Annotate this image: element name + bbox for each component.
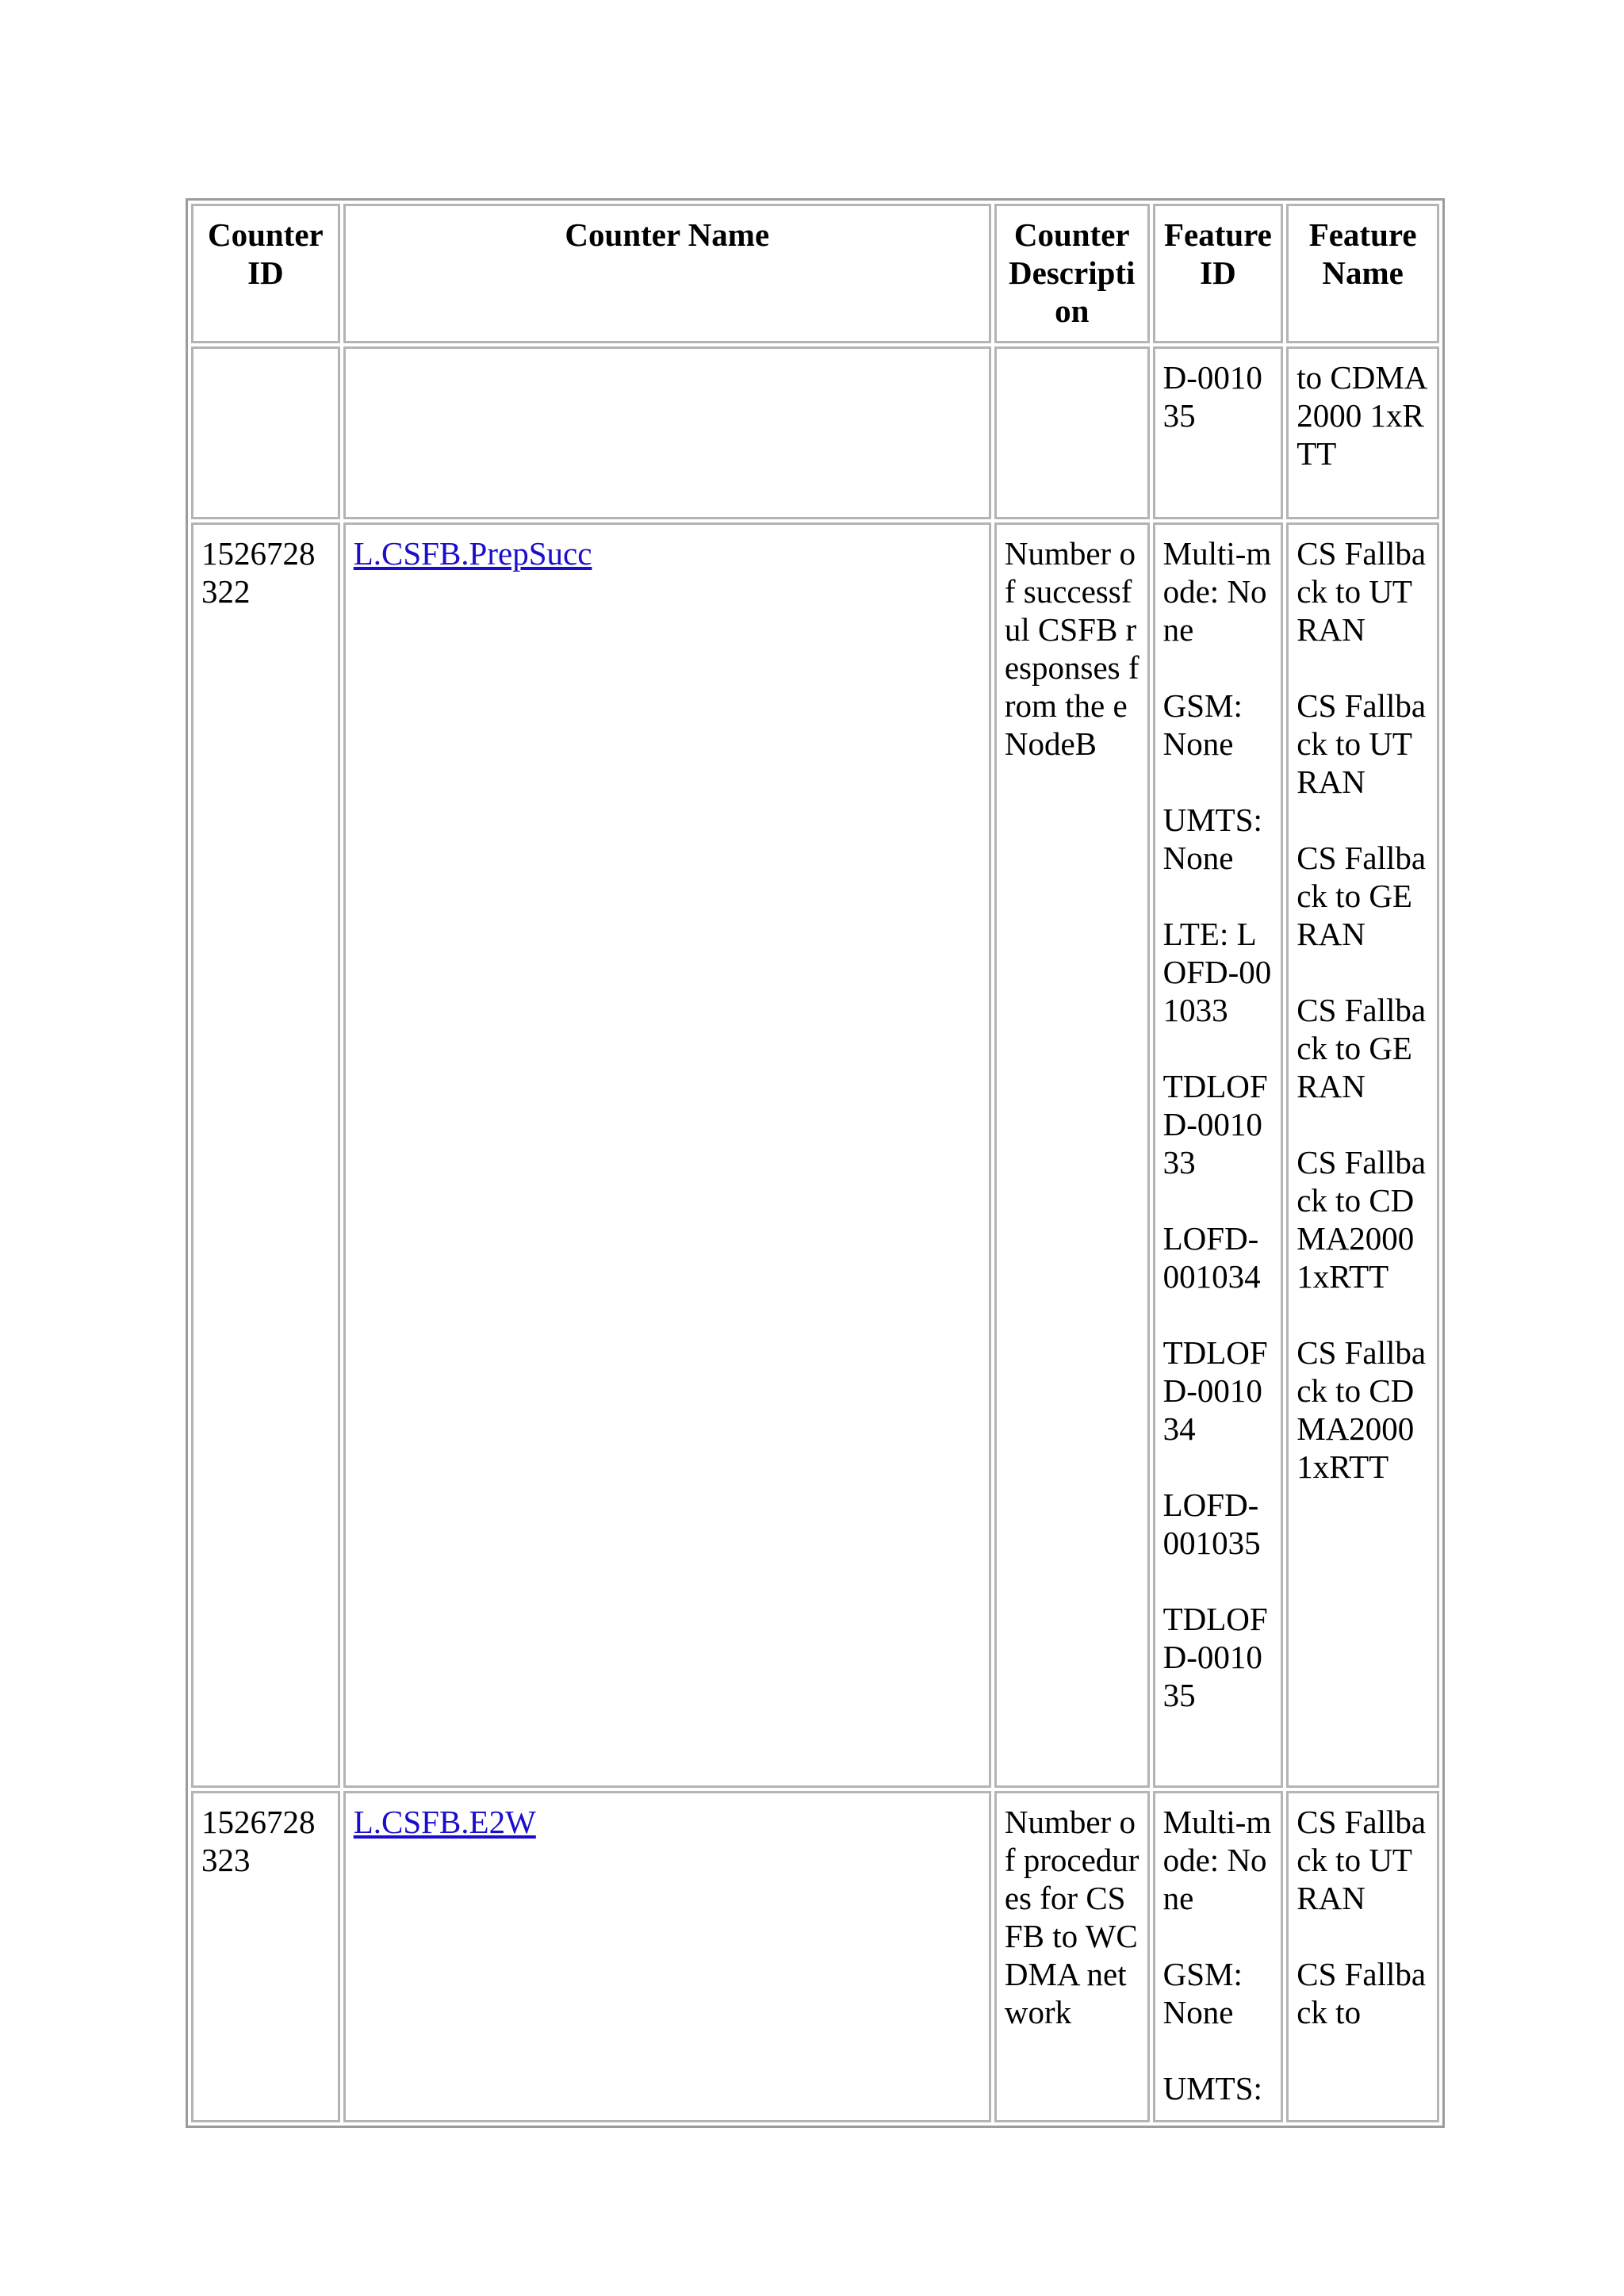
cell-counter-description <box>994 346 1150 519</box>
feature-name-entry: CS Fallback to CDMA2000 1xRTT <box>1297 1334 1427 1485</box>
cell-counter-description: Number of procedures for CSFB to WCDMA network <box>994 1791 1150 2122</box>
feature-id-entry: Multi-mode: None <box>1162 1804 1272 1916</box>
header-feature-id: Feature ID <box>1153 204 1284 343</box>
feature-id-entry: UMTS: <box>1162 2070 1262 2107</box>
feature-id-entry: LTE: LOFD-001033 <box>1162 916 1272 1028</box>
header-counter-name: Counter Name <box>343 204 991 343</box>
cell-counter-id: 1526728323 <box>191 1791 340 2122</box>
header-feature-name: Feature Name <box>1286 204 1439 343</box>
cell-counter-name <box>343 346 991 519</box>
feature-name-entry: CS Fallback to UTRAN <box>1297 535 1427 648</box>
feature-name-entry: CS Fallback to UTRAN <box>1297 687 1427 800</box>
cell-counter-id <box>191 346 340 519</box>
feature-name-entry: CS Fallback to UTRAN <box>1297 1804 1427 1916</box>
feature-id-entry: LOFD-001034 <box>1162 1220 1261 1295</box>
feature-id-entry: TDLOFD-001033 <box>1162 1068 1268 1181</box>
feature-id-entry: TDLOFD-001035 <box>1162 1601 1268 1713</box>
feature-id-entry: TDLOFD-001034 <box>1162 1334 1268 1447</box>
feature-id-entry: Multi-mode: None <box>1162 535 1272 648</box>
header-counter-description: Counter Description <box>994 204 1150 343</box>
feature-id-entry: D-001035 <box>1162 359 1262 434</box>
cell-counter-name <box>343 522 991 1788</box>
cell-feature-name <box>1286 522 1439 1788</box>
cell-counter-description: Number of successful CSFB responses from the eNodeB <box>994 522 1150 1788</box>
cell-feature-id <box>1153 346 1284 519</box>
feature-name-entry: CS Fallback to <box>1297 1956 1427 2030</box>
cell-feature-id <box>1153 1791 1284 2122</box>
feature-id-entry: LOFD-001035 <box>1162 1487 1261 1561</box>
table-header-row <box>191 204 1439 343</box>
table-row <box>191 522 1439 1788</box>
feature-id-entry: GSM: None <box>1162 687 1243 762</box>
feature-name-entry: CS Fallback to GERAN <box>1297 992 1427 1104</box>
counter-name-link[interactable]: L.CSFB.PrepSucc <box>353 535 592 572</box>
cell-counter-id: 1526728322 <box>191 522 340 1788</box>
cell-counter-name <box>343 1791 991 2122</box>
counter-name-link[interactable]: L.CSFB.E2W <box>353 1804 536 1840</box>
table-row <box>191 1791 1439 2122</box>
feature-id-entry: GSM: None <box>1162 1956 1243 2030</box>
cell-feature-name <box>1286 1791 1439 2122</box>
header-counter-id: Counter ID <box>191 204 340 343</box>
feature-name-entry: to CDMA2000 1xRTT <box>1297 359 1428 472</box>
counter-table <box>186 198 1445 2128</box>
feature-id-entry: UMTS: None <box>1162 802 1262 876</box>
feature-name-entry: CS Fallback to GERAN <box>1297 840 1427 952</box>
cell-feature-name <box>1286 346 1439 519</box>
feature-name-entry: CS Fallback to CDMA2000 1xRTT <box>1297 1144 1427 1295</box>
table-row <box>191 346 1439 519</box>
cell-feature-id <box>1153 522 1284 1788</box>
